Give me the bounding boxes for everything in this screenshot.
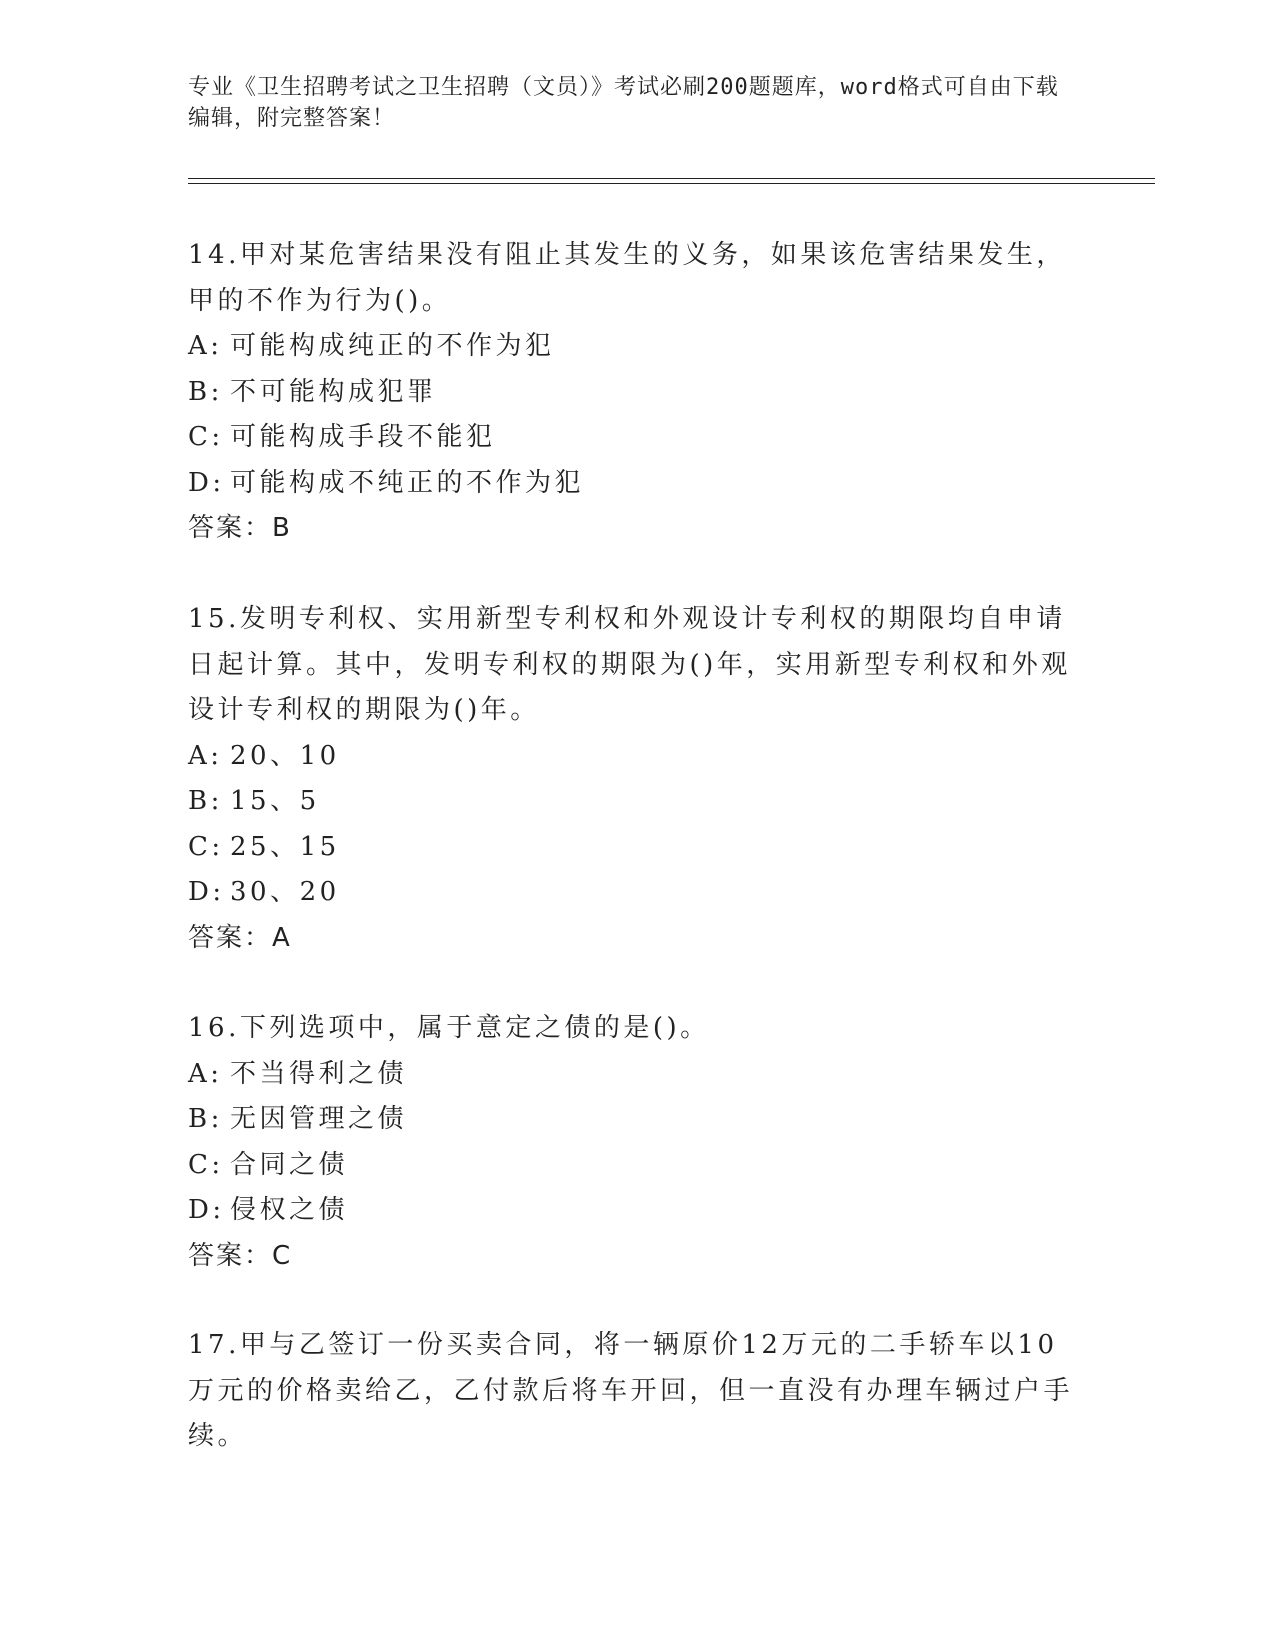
option-letter: D: [188, 877, 225, 907]
question-text: 15.发明专利权、实用新型专利权和外观设计专利权的期限均自申请日起计算。其中，发明专利权的期限为()年，实用新型专利权和外观设计专利权的期限为()年。 [188, 604, 1071, 725]
option-letter: D: [188, 467, 225, 498]
option-text: 20、10 [230, 740, 340, 771]
option-text: 侵权之债 [230, 1195, 349, 1225]
option-text: 可能构成手段不能犯 [230, 422, 496, 452]
option-letter: B: [188, 1104, 223, 1134]
option-a [188, 734, 1078, 780]
question-14 [188, 233, 1078, 552]
option-text: 无因管理之债 [230, 1104, 408, 1134]
question-15 [188, 597, 1078, 961]
option-d [188, 870, 1078, 916]
answer-line: 答案：C [188, 1240, 293, 1271]
question-16 [188, 1006, 1078, 1279]
option-text: 不当得利之债 [230, 1058, 408, 1089]
option-a [188, 1052, 1078, 1098]
option-text: 25、15 [230, 831, 340, 862]
option-b [188, 370, 1078, 416]
question-text: 16.下列选项中，属于意定之债的是()。 [188, 1013, 710, 1043]
option-letter: B: [188, 376, 223, 407]
option-d [188, 461, 1078, 507]
question-text: 17.甲与乙签订一份买卖合同，将一辆原价12万元的二手轿车以10万元的价格卖给乙，乙付款后将车开回，但一直没有办理车辆过户手续。 [188, 1330, 1074, 1451]
option-c [188, 415, 1078, 461]
header-divider-top [188, 178, 1155, 179]
answer-line: 答案：A [188, 922, 292, 953]
option-text: 不可能构成犯罪 [230, 376, 437, 407]
option-b [188, 1097, 1078, 1143]
document-header: 专业《卫生招聘考试之卫生招聘（文员）》考试必刷200题题库，word格式可自由下载编辑，附完整答案！ [188, 75, 1059, 131]
option-letter: A: [188, 1058, 223, 1089]
option-text: 合同之债 [230, 1149, 349, 1180]
option-text: 可能构成不纯正的不作为犯 [230, 467, 585, 498]
option-c [188, 825, 1078, 871]
option-letter: C: [188, 831, 224, 862]
option-text: 30、20 [230, 877, 340, 907]
option-d [188, 1188, 1078, 1234]
option-c [188, 1143, 1078, 1189]
question-text: 14.甲对某危害结果没有阻止其发生的义务，如果该危害结果发生，甲的不作为行为()。 [188, 240, 1066, 316]
option-b [188, 779, 1078, 825]
option-letter: C: [188, 1149, 224, 1180]
option-letter: C: [188, 422, 224, 452]
header-divider-bottom [188, 183, 1155, 184]
option-text: 15、5 [230, 786, 320, 816]
option-a [188, 324, 1078, 370]
option-letter: A: [188, 331, 223, 361]
option-text: 可能构成纯正的不作为犯 [230, 331, 555, 361]
option-letter: B: [188, 786, 223, 816]
question-17 [188, 1323, 1078, 1460]
answer-line: 答案：B [188, 513, 292, 543]
option-letter: A: [188, 740, 223, 771]
option-letter: D: [188, 1195, 225, 1225]
